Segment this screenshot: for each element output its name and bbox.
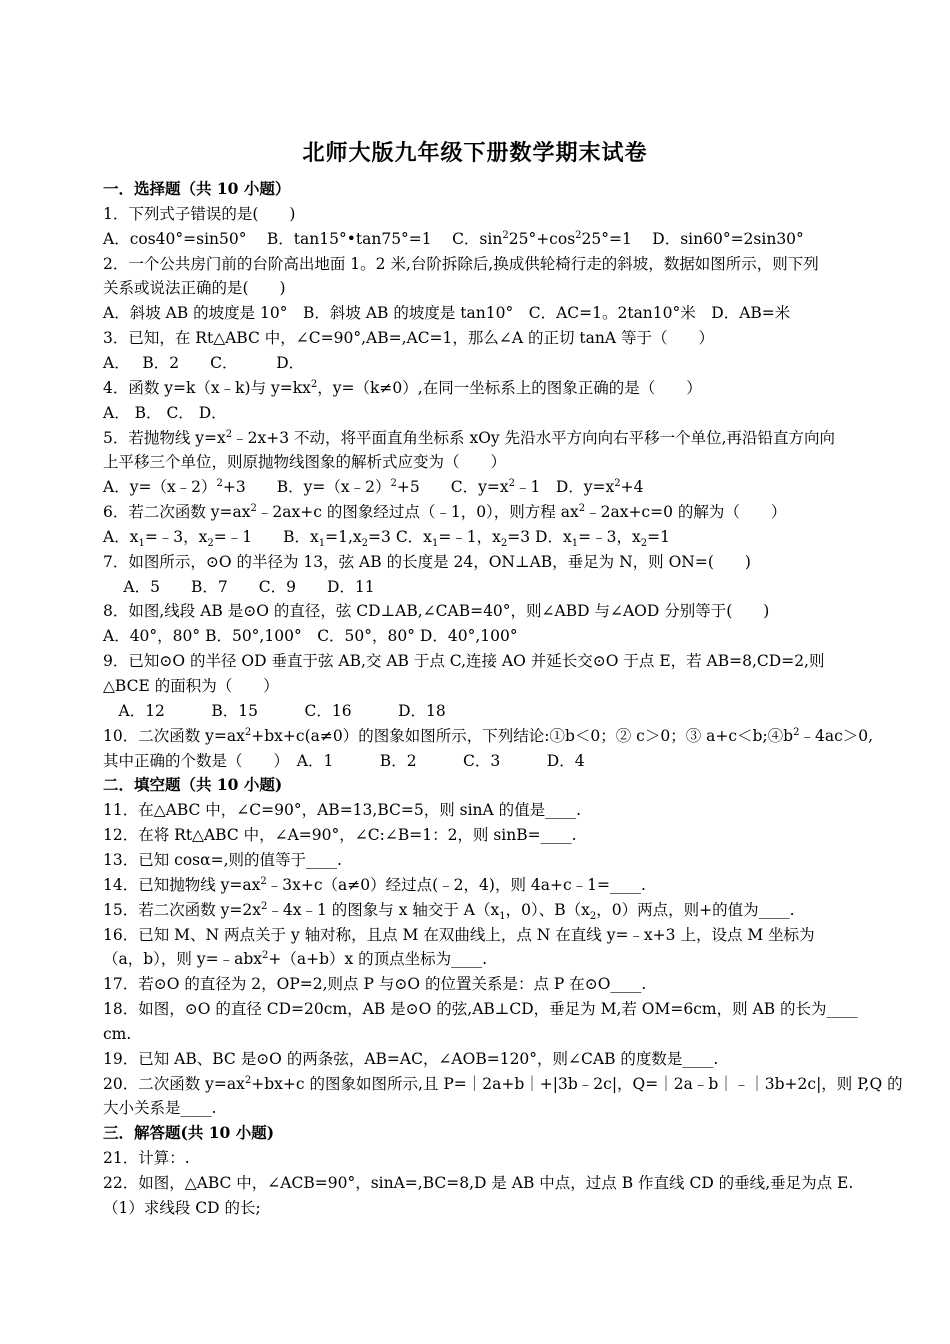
- text-line: 其中正确的个数是（ ） A．1 B．2 C．3 D．4: [103, 751, 585, 770]
- page-title: 北师大版九年级下册数学期末试卷: [302, 140, 648, 166]
- text-line: 1．下列式子错误的是( ): [103, 204, 296, 223]
- text-line: （1）求线段 CD 的长;: [103, 1198, 261, 1217]
- text-line: A． B．2 C． D．: [103, 353, 305, 372]
- section-heading: 二．填空题（共 10 小题): [103, 775, 283, 795]
- text-line: △BCE 的面积为（ ）: [103, 677, 279, 695]
- section-heading: 一．选择题（共 10 小题）: [103, 179, 291, 198]
- text-line: A．cos40°=sin50° B．tan15°•tan75°=1 C．$\sin^225^\circ+\cos^225^\circ=1$ D．sin60°=2sin30°: [103, 229, 804, 248]
- text-line: 5．若抛物线 $y=x^2﹣2x+3$ 不动，将平面直角坐标系 xOy 先沿水平方向向右平移一个单位,再沿铅直方向向: [103, 428, 836, 447]
- text-line: 9．已知⊙O 的半径 OD 垂直于弦 AB,交 AB 于点 C,连接 AO 并延长交⊙O 于点 E，若 AB=8,CD=2,则: [103, 652, 825, 671]
- text-line: 4．函数 y=k（x﹣k)与 $y=kx^2$，y=（k≠0）,在同一坐标系上的图象正确的是（ ）: [103, 378, 702, 397]
- text-line: 关系或说法正确的是( ): [103, 279, 286, 298]
- text-line: 17．若⊙O 的直径为 2，OP=2,则点 P 与⊙O 的位置关系是：点 P 在⊙O____.: [103, 975, 647, 994]
- text-line: A．40°，80° B．50°,100° C．50°，80° D．40°,100°: [103, 627, 518, 646]
- text-line: A． B． C． D．: [103, 403, 227, 422]
- text-line: （a，b），则 y=﹣abx$^2$+（a+b）x 的顶点坐标为____.: [103, 950, 488, 969]
- text-line: 2．一个公共房门前的台阶高出地面 1。2 米,台阶拆除后,换成供轮椅行走的斜坡，数据如图所示，则下列: [103, 254, 819, 273]
- text-line: 上平移三个单位，则原抛物线图象的解析式应变为（ ）: [103, 453, 507, 472]
- text-line: A．$x_1=﹣3$，$x_2=﹣1$ B．$x_1=1,x_2=3$ C．$x_1=﹣1$，$x_2=3$ D．$x_1=﹣3$，$x_2=1$: [103, 527, 670, 549]
- text-line: 7．如图所示，⊙O 的半径为 13，弦 AB 的长度是 24，ON⊥AB，垂足为 N，则 ON=( ): [103, 552, 751, 571]
- text-line: A．斜坡 AB 的坡度是 10° B．斜坡 AB 的坡度是 tan10° C．AC=1。2tan10°米 D．AB=米: [103, 304, 791, 323]
- text-line: 10．二次函数 $y=ax^2+bx+c(a\ne 0)$的图象如图所示，下列结论:①b＜0；② c＞0；③ $a+c<b;④b^2﹣4ac>0$,: [103, 726, 874, 745]
- text-line: 21．计算：.: [103, 1149, 190, 1168]
- text-line: 13．已知 cosα=,则的值等于____.: [103, 850, 342, 869]
- text-line: 6．若二次函数 $y=ax^2﹣2ax+c$ 的图象经过点（﹣1，0），则方程 $ax^2﹣2ax+c=0$ 的解为（ ）: [103, 502, 787, 522]
- text-line: 19．已知 AB、BC 是⊙O 的两条弦，AB=AC，∠AOB=120°，则∠CAB 的度数是____.: [103, 1049, 719, 1068]
- text-line: 大小关系是____.: [103, 1099, 217, 1118]
- text-line: cm.: [103, 1024, 132, 1043]
- text-line: 3．已知，在 Rt△ABC 中，∠C=90°,AB=,AC=1，那么∠A 的正切 tanA 等于（ ）: [103, 329, 715, 348]
- text-line: A．12 B．15 C．16 D．18: [103, 701, 446, 720]
- text-line: 16．已知 M、N 两点关于 y 轴对称，且点 M 在双曲线上，点 N 在直线 y=﹣x+3 上，设点 M 坐标为: [103, 925, 815, 944]
- text-line: 14．已知抛物线 $y=ax^2﹣3x+c(a\ne 0)$经过点(﹣2，4)，则 4a+c﹣1=____.: [103, 875, 646, 894]
- text-line: 8．如图,线段 AB 是⊙O 的直径，弦 CD⊥AB,∠CAB=40°，则∠ABD 与∠AOD 分别等于( ): [103, 602, 770, 621]
- section-heading: 三．解答题(共 10 小题): [103, 1123, 275, 1143]
- text-line: 12．在将 Rt△ABC 中，∠A=90°，∠C:∠B=1：2，则 sinB=____.: [103, 826, 577, 845]
- text-line: 11．在△ABC 中，∠C=90°，AB=13,BC=5，则 sinA 的值是____.: [103, 801, 582, 820]
- text-line: 15．若二次函数 $y=2x^2﹣4x﹣1$ 的图象与 x 轴交于 $A(x_1$，0）、$B(x_2$，0）两点，则+的值为____.: [103, 900, 795, 922]
- text-line: A．5 B．7 C．9 D．11: [103, 577, 375, 596]
- text-line: 20．二次函数 $y=ax^2+bx+c$ 的图象如图所示,且 P=｜2a+b｜+|3b﹣2c|，Q=｜2a﹣b｜﹣｜3b+2c|，则 P,Q 的: [103, 1074, 903, 1093]
- text-line: 22．如图，△ABC 中，∠ACB=90°，sinA=,BC=8,D 是 AB 中点，过点 B 作直线 CD 的垂线,垂足为点 E.: [103, 1174, 854, 1192]
- text-line: 18．如图，⊙O 的直径 CD=20cm，AB 是⊙O 的弦,AB⊥CD，垂足为 M,若 OM=6cm，则 AB 的长为____: [103, 1000, 858, 1019]
- text-line: A．y=（x﹣2）$^2$+3 B．y=（x﹣2）$^2$+5 C．$y=x^2﹣1$ D．$y=x^2+4$: [103, 478, 644, 497]
